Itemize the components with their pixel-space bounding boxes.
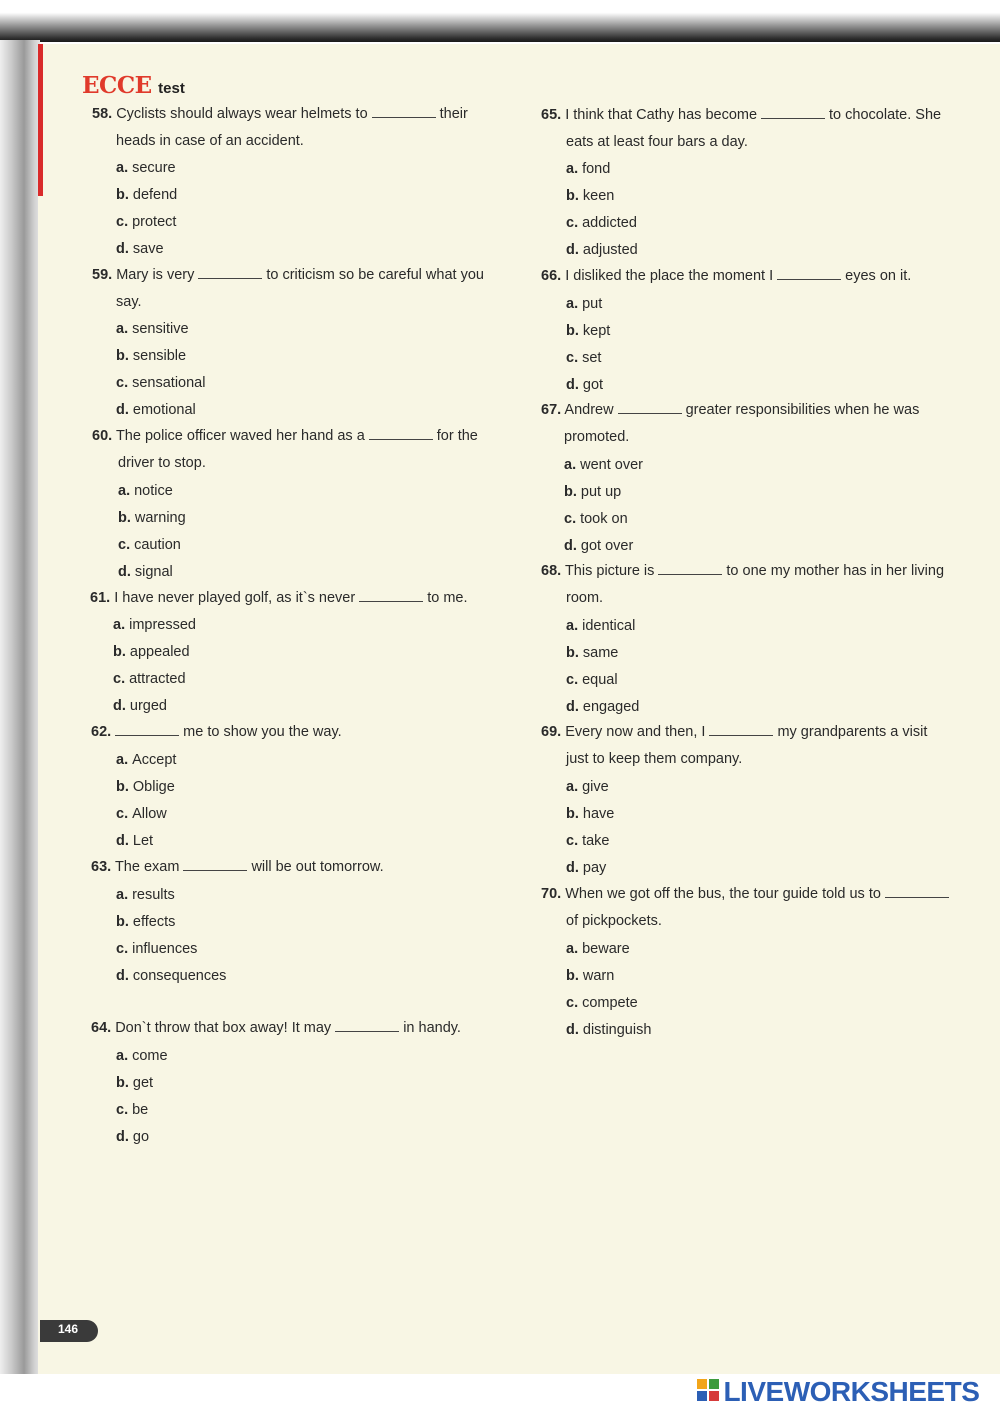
option-letter: d.	[566, 1022, 579, 1038]
question-62	[91, 719, 342, 746]
option-text: Accept	[132, 752, 177, 768]
option-text: protect	[132, 214, 177, 230]
question-63	[91, 854, 384, 881]
question-number: 62.	[91, 724, 112, 740]
option-text: Let	[132, 833, 154, 849]
option-letter: c.	[113, 671, 126, 687]
option-63b[interactable]	[116, 914, 175, 930]
option-letter: b.	[566, 323, 579, 339]
question-text: their	[439, 106, 468, 122]
option-60b[interactable]	[118, 510, 186, 526]
option-63c[interactable]	[116, 941, 197, 957]
answer-blank[interactable]	[777, 265, 841, 280]
question-text: greater responsibilities when he was	[685, 402, 920, 418]
option-67c[interactable]	[564, 511, 628, 527]
question-number: 60.	[92, 428, 113, 444]
question-text: Mary is very	[116, 267, 195, 283]
question-61	[90, 585, 468, 612]
option-text: signal	[134, 564, 173, 580]
option-letter: a.	[564, 457, 577, 473]
option-letter: b.	[116, 187, 129, 203]
question-number: 69.	[541, 724, 562, 740]
option-62d[interactable]	[116, 833, 153, 849]
option-text: sensitive	[132, 321, 189, 337]
question-number: 61.	[90, 590, 111, 606]
option-letter: d.	[116, 402, 129, 418]
option-67d[interactable]	[564, 538, 633, 554]
option-letter: d.	[118, 564, 131, 580]
option-letter: c.	[566, 995, 579, 1011]
option-68b[interactable]	[566, 645, 618, 661]
option-58a[interactable]	[116, 160, 176, 176]
option-61d[interactable]	[113, 698, 167, 714]
page-paper	[38, 44, 1000, 1374]
option-text: influences	[132, 941, 198, 957]
option-letter: b.	[118, 510, 131, 526]
option-text: be	[132, 1102, 149, 1118]
answer-blank[interactable]	[618, 399, 682, 414]
option-letter: a.	[566, 296, 579, 312]
option-text: pay	[582, 860, 607, 876]
question-number: 58.	[92, 106, 113, 122]
option-letter: c.	[566, 672, 579, 688]
question-text: to chocolate. She	[829, 107, 942, 123]
option-text: notice	[134, 483, 173, 499]
question-70-line2: of pickpockets.	[566, 913, 662, 929]
answer-blank[interactable]	[709, 721, 773, 736]
option-letter: c.	[116, 1102, 129, 1118]
option-letter: c.	[566, 833, 579, 849]
option-letter: a.	[116, 1048, 129, 1064]
option-63a[interactable]	[116, 887, 175, 903]
option-letter: d.	[116, 968, 129, 984]
option-58d[interactable]	[116, 241, 164, 257]
option-text: warn	[582, 968, 615, 984]
answer-blank[interactable]	[885, 883, 949, 898]
option-66d[interactable]	[566, 377, 603, 393]
question-67	[541, 397, 919, 424]
option-text: fond	[582, 161, 611, 177]
answer-blank[interactable]	[115, 721, 179, 736]
option-text: attracted	[129, 671, 186, 687]
question-number: 65.	[541, 107, 562, 123]
question-text: The police officer waved her hand as a	[115, 428, 365, 444]
option-text: distinguish	[582, 1022, 652, 1038]
option-text: identical	[582, 618, 636, 634]
question-text: will be out tomorrow.	[251, 859, 384, 875]
answer-blank[interactable]	[183, 856, 247, 871]
option-letter: a.	[116, 321, 129, 337]
section-red-bar	[38, 44, 43, 196]
option-70d[interactable]	[566, 1022, 651, 1038]
question-68-line2: room.	[566, 590, 604, 606]
option-69c[interactable]	[566, 833, 610, 849]
option-text: results	[132, 887, 175, 903]
question-text: The exam	[114, 859, 180, 875]
option-letter: c.	[566, 215, 579, 231]
option-letter: b.	[566, 645, 579, 661]
test-subtitle: test	[158, 80, 185, 97]
option-66a[interactable]	[566, 296, 602, 312]
option-letter: d.	[566, 242, 579, 258]
option-text: took on	[580, 511, 628, 527]
answer-blank[interactable]	[335, 1017, 399, 1032]
option-letter: a.	[566, 618, 579, 634]
option-60c[interactable]	[118, 537, 181, 553]
option-text: addicted	[582, 215, 637, 231]
option-63d[interactable]	[116, 968, 226, 984]
option-text: give	[582, 779, 609, 795]
option-62a[interactable]	[116, 752, 176, 768]
ecce-title: ECCE	[82, 72, 152, 99]
option-62b[interactable]	[116, 779, 175, 795]
question-69	[541, 719, 927, 746]
option-59b[interactable]	[116, 348, 186, 364]
question-65-line2: eats at least four bars a day.	[566, 134, 748, 150]
question-text: in handy.	[403, 1020, 461, 1036]
question-text: Every now and then, I	[565, 724, 706, 740]
option-68c[interactable]	[566, 672, 618, 688]
option-letter: d.	[564, 538, 577, 554]
option-text: come	[132, 1048, 168, 1064]
option-letter: d.	[566, 699, 579, 715]
option-59a[interactable]	[116, 321, 189, 337]
option-text: sensational	[132, 375, 206, 391]
option-text: went over	[580, 457, 643, 473]
option-64b[interactable]	[116, 1075, 153, 1091]
question-58-line2: heads in case of an accident.	[116, 133, 304, 149]
answer-blank[interactable]	[658, 560, 722, 575]
answer-blank[interactable]	[369, 425, 433, 440]
option-61a[interactable]	[113, 617, 196, 633]
option-69d[interactable]	[566, 860, 606, 876]
option-letter: d.	[116, 833, 129, 849]
option-text: secure	[132, 160, 176, 176]
option-letter: b.	[566, 806, 579, 822]
option-67a[interactable]	[564, 457, 643, 473]
question-text: eyes on it.	[845, 268, 912, 284]
option-65d[interactable]	[566, 242, 638, 258]
question-60	[92, 423, 478, 450]
question-60-line2: driver to stop.	[118, 455, 206, 471]
option-letter: c.	[116, 375, 129, 391]
option-text: Oblige	[132, 779, 175, 795]
option-64d[interactable]	[116, 1129, 149, 1145]
option-letter: a.	[566, 779, 579, 795]
answer-blank[interactable]	[359, 587, 423, 602]
question-67-line2: promoted.	[564, 429, 630, 445]
option-text: warning	[134, 510, 186, 526]
option-69a[interactable]	[566, 779, 609, 795]
question-65	[541, 102, 941, 129]
question-text: I have never played golf, as it`s never	[114, 590, 356, 606]
option-text: consequences	[132, 968, 227, 984]
option-text: keen	[582, 188, 615, 204]
question-59-line2: say.	[116, 294, 142, 310]
question-text: for the	[436, 428, 478, 444]
question-number: 70.	[541, 886, 562, 902]
answer-blank[interactable]	[761, 104, 825, 119]
option-65b[interactable]	[566, 188, 614, 204]
option-text: kept	[582, 323, 611, 339]
option-letter: a.	[566, 941, 579, 957]
section-header	[82, 72, 185, 99]
option-letter: d.	[566, 860, 579, 876]
option-70b[interactable]	[566, 968, 614, 984]
question-69-line2: just to keep them company.	[566, 751, 743, 767]
option-58c[interactable]	[116, 214, 176, 230]
question-text: to one my mother has in her living	[726, 563, 945, 579]
option-text: set	[582, 350, 602, 366]
option-letter: c.	[116, 806, 129, 822]
option-letter: c.	[116, 214, 129, 230]
book-spine-shadow	[0, 40, 40, 1375]
liveworksheets-logo-icon	[697, 1379, 719, 1401]
option-letter: c.	[566, 350, 579, 366]
question-66	[541, 263, 911, 290]
question-70	[541, 881, 953, 908]
option-letter: c.	[564, 511, 577, 527]
question-text: When we got off the bus, the tour guide told us to	[565, 886, 881, 902]
option-65c[interactable]	[566, 215, 637, 231]
answer-blank[interactable]	[198, 264, 262, 279]
option-text: sensible	[132, 348, 187, 364]
option-text: have	[582, 806, 615, 822]
option-68a[interactable]	[566, 618, 635, 634]
answer-blank[interactable]	[372, 103, 436, 118]
option-letter: b.	[113, 644, 126, 660]
question-58	[92, 101, 468, 128]
option-text: engaged	[582, 699, 640, 715]
question-number: 59.	[92, 267, 113, 283]
option-text: defend	[132, 187, 178, 203]
option-text: got	[582, 377, 604, 393]
option-62c[interactable]	[116, 806, 167, 822]
option-letter: a.	[118, 483, 131, 499]
option-text: get	[132, 1075, 154, 1091]
option-69b[interactable]	[566, 806, 614, 822]
question-number: 64.	[91, 1020, 112, 1036]
option-letter: b.	[116, 1075, 129, 1091]
option-letter: b.	[564, 484, 577, 500]
question-number: 68.	[541, 563, 562, 579]
option-68d[interactable]	[566, 699, 639, 715]
liveworksheets-text: LIVEWORKSHEETS	[723, 1376, 980, 1407]
option-letter: b.	[116, 348, 129, 364]
option-text: urged	[129, 698, 167, 714]
option-text: emotional	[132, 402, 196, 418]
option-letter: d.	[116, 1129, 129, 1145]
question-text: to criticism so be careful what you	[266, 267, 484, 283]
question-59	[92, 262, 484, 289]
question-text: to me.	[427, 590, 468, 606]
page-top-shadow	[0, 0, 1000, 42]
question-number: 67.	[541, 402, 562, 418]
option-text: put	[582, 296, 603, 312]
option-letter: d.	[113, 698, 126, 714]
option-text: adjusted	[582, 242, 638, 258]
option-70a[interactable]	[566, 941, 630, 957]
option-text: go	[132, 1129, 150, 1145]
option-text: beware	[582, 941, 630, 957]
question-number: 63.	[91, 859, 112, 875]
question-number: 66.	[541, 268, 562, 284]
option-letter: a.	[116, 160, 129, 176]
option-61b[interactable]	[113, 644, 190, 660]
question-text: my grandparents a visit	[777, 724, 928, 740]
option-letter: c.	[118, 537, 131, 553]
option-letter: a.	[116, 752, 129, 768]
option-text: save	[132, 241, 164, 257]
option-text: take	[582, 833, 610, 849]
option-letter: b.	[116, 779, 129, 795]
question-text: Don`t throw that box away! It may	[115, 1020, 332, 1036]
option-letter: a.	[116, 887, 129, 903]
option-66c[interactable]	[566, 350, 601, 366]
option-letter: d.	[116, 241, 129, 257]
option-64a[interactable]	[116, 1048, 168, 1064]
option-letter: d.	[566, 377, 579, 393]
option-text: impressed	[129, 617, 196, 633]
question-text: Cyclists should always wear helmets to	[116, 106, 368, 122]
option-60a[interactable]	[118, 483, 173, 499]
page-number: 146	[58, 1322, 79, 1336]
option-65a[interactable]	[566, 161, 610, 177]
option-64c[interactable]	[116, 1102, 148, 1118]
option-text: equal	[582, 672, 618, 688]
liveworksheets-watermark	[697, 1376, 979, 1410]
option-letter: b.	[566, 968, 579, 984]
option-70c[interactable]	[566, 995, 638, 1011]
question-text: I think that Cathy has become	[565, 107, 758, 123]
option-text: effects	[132, 914, 176, 930]
question-text: I disliked the place the moment I	[565, 268, 774, 284]
option-text: same	[582, 645, 619, 661]
option-letter: c.	[116, 941, 129, 957]
option-letter: b.	[566, 188, 579, 204]
option-letter: b.	[116, 914, 129, 930]
option-59c[interactable]	[116, 375, 205, 391]
question-68	[541, 558, 944, 585]
question-text: Andrew	[564, 402, 614, 418]
option-61c[interactable]	[113, 671, 186, 687]
option-66b[interactable]	[566, 323, 610, 339]
option-text: put up	[580, 484, 622, 500]
option-text: got over	[580, 538, 634, 554]
question-text: This picture is	[564, 563, 655, 579]
option-text: appealed	[129, 644, 190, 660]
option-60d[interactable]	[118, 564, 173, 580]
option-67b[interactable]	[564, 484, 621, 500]
option-59d[interactable]	[116, 402, 196, 418]
question-64	[91, 1015, 461, 1042]
option-text: caution	[134, 537, 181, 553]
option-letter: a.	[113, 617, 126, 633]
option-58b[interactable]	[116, 187, 177, 203]
option-text: Allow	[132, 806, 167, 822]
option-letter: a.	[566, 161, 579, 177]
option-text: compete	[582, 995, 638, 1011]
question-text: me to show you the way.	[183, 724, 342, 740]
